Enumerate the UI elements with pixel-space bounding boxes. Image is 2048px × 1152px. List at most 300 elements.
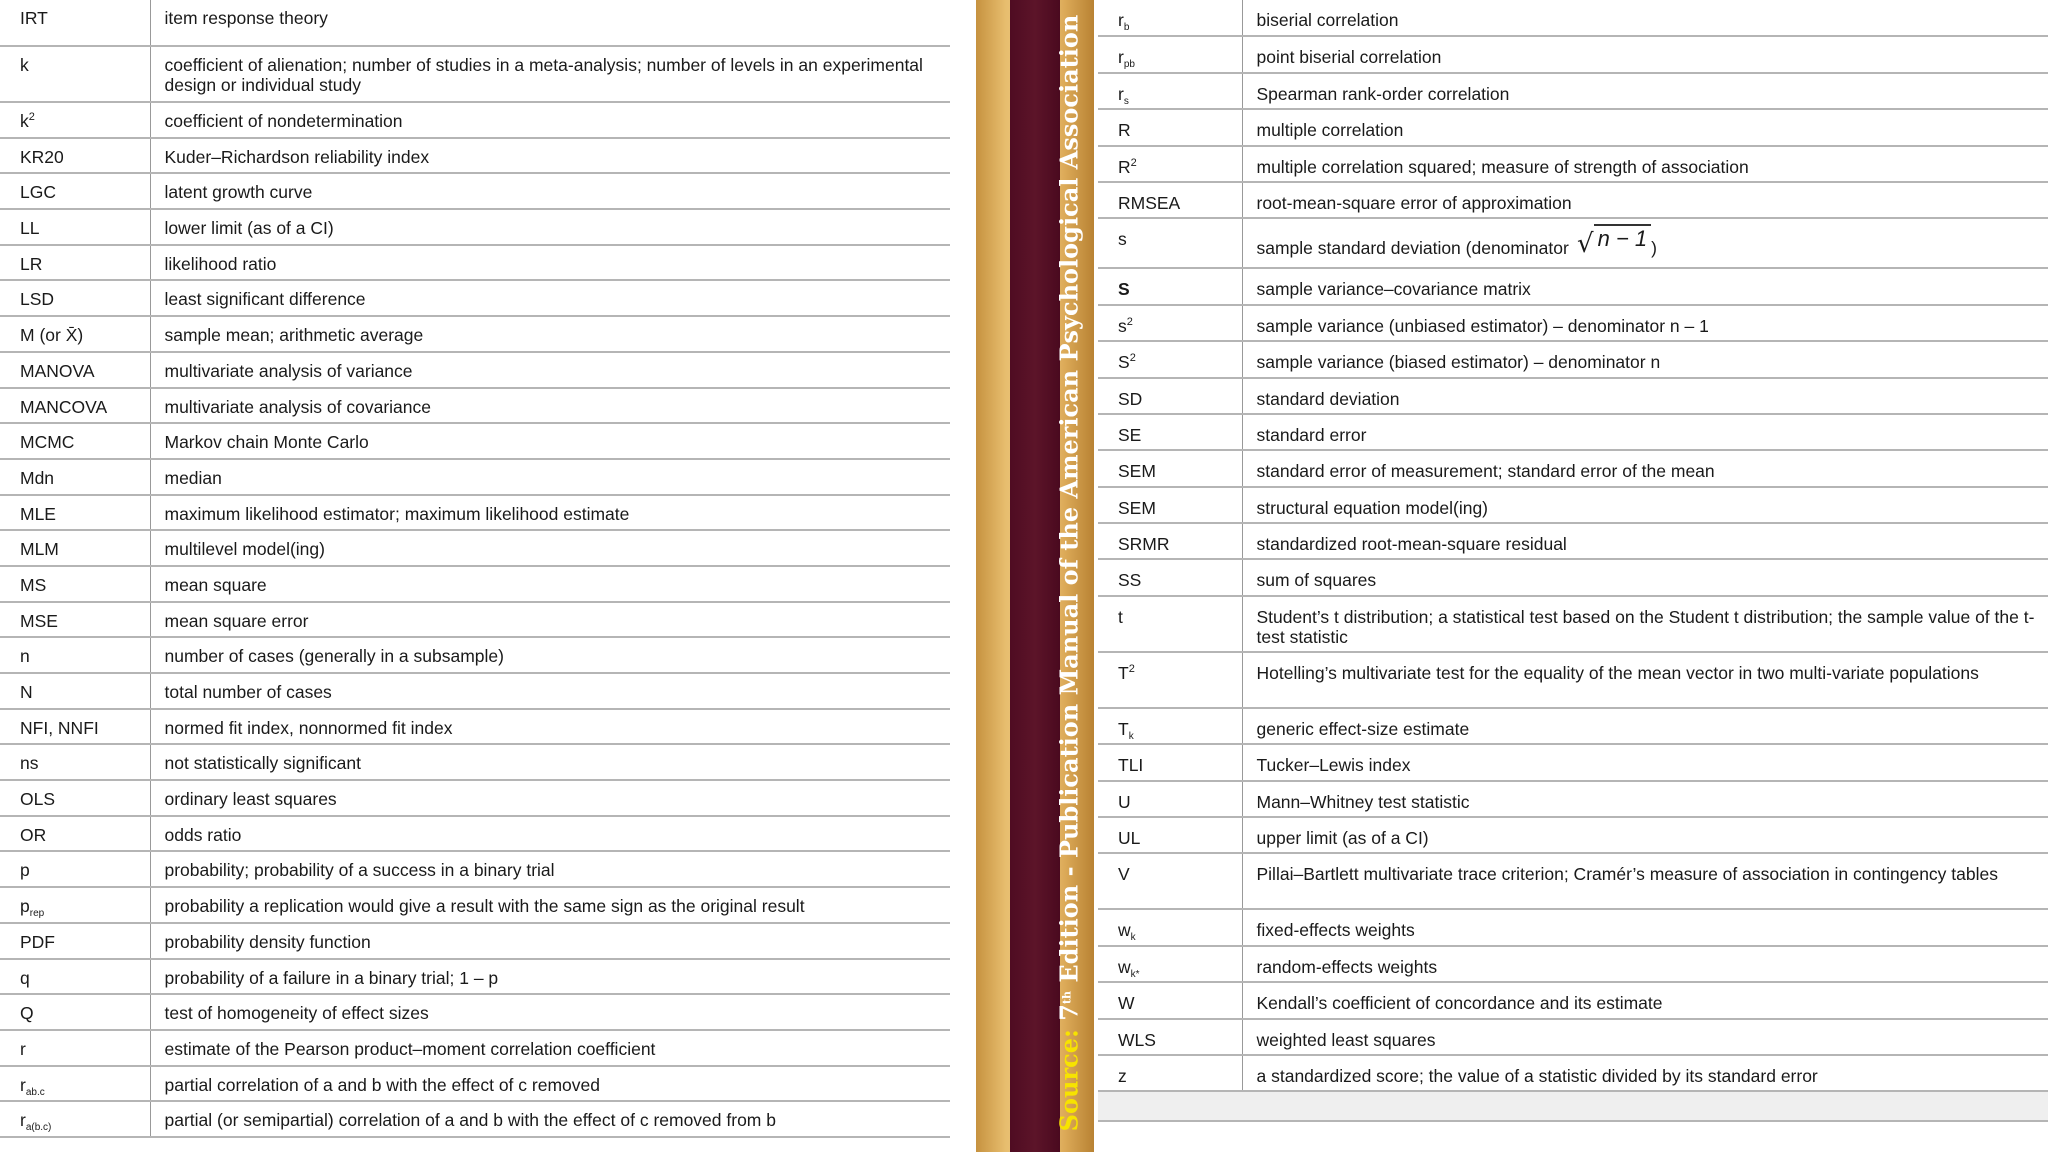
definition-text: probability of a failure in a binary trial; 1 – p — [164, 967, 499, 988]
abbreviation-symbol — [1098, 341, 1242, 377]
symbol-text: r — [1118, 10, 1124, 30]
symbol-text: SE — [1118, 424, 1142, 445]
definition-text: fixed-effects weights — [1256, 920, 1415, 941]
abbreviation-symbol — [0, 994, 150, 1030]
abbreviation-definition — [1242, 109, 2048, 145]
abbreviation-definition — [150, 209, 950, 245]
table-row — [1098, 36, 2048, 72]
abbreviation-symbol — [0, 959, 150, 995]
abbreviation-symbol — [1098, 109, 1242, 145]
definition-text: sample standard deviation (denominator — [1256, 238, 1569, 259]
symbol-text: M (or X̄) — [20, 325, 84, 346]
definition-text: sum of squares — [1256, 570, 1377, 591]
abbreviation-definition — [1242, 414, 2048, 450]
abbreviation-symbol — [1098, 218, 1242, 268]
abbreviation-definition — [150, 46, 950, 102]
abbreviation-symbol — [1098, 0, 1242, 36]
definition-text: root-mean-square error of approximation — [1256, 192, 1572, 213]
abbreviation-symbol — [0, 673, 150, 709]
symbol-text: MS — [20, 574, 47, 595]
abbreviation-symbol — [1098, 853, 1242, 909]
symbol-text: MCMC — [20, 432, 75, 453]
table-row — [1098, 73, 2048, 109]
abbreviation-definition — [150, 0, 950, 46]
definition-text: biserial correlation — [1256, 10, 1399, 30]
banner-edition-suffix: th — [1060, 990, 1074, 1005]
symbol-text: W — [1118, 993, 1135, 1014]
symbol-text: s — [1118, 229, 1127, 250]
abbreviation-definition — [150, 816, 950, 852]
abbreviation-definition — [150, 709, 950, 745]
abbreviation-symbol — [1098, 146, 1242, 182]
table-row — [1098, 708, 2048, 744]
symbol-text: r — [20, 1110, 26, 1131]
symbol-subscript: ab.c — [25, 1086, 45, 1098]
definition-text: Mann–Whitney test statistic — [1256, 791, 1470, 812]
table-row — [1098, 559, 2048, 595]
abbreviation-symbol — [0, 388, 150, 424]
abbreviation-definition — [150, 495, 950, 531]
abbreviation-definition — [150, 887, 950, 923]
left-abbreviation-table-panel — [0, 0, 950, 1152]
abbreviation-definition — [1242, 218, 2048, 268]
symbol-text: MSE — [20, 610, 58, 631]
abbreviation-definition — [1242, 909, 2048, 945]
abbreviation-symbol — [0, 566, 150, 602]
abbreviation-symbol — [1098, 305, 1242, 341]
symbol-superscript: 2 — [1130, 156, 1137, 169]
abbreviation-definition — [150, 1101, 950, 1137]
definition-text: odds ratio — [164, 824, 242, 845]
table-row — [1098, 268, 2048, 304]
definition-text: Pillai–Bartlett multivariate trace criterion; Cramér’s measure of association in contingency tables — [1256, 864, 1998, 885]
table-row — [1098, 109, 2048, 145]
abbreviation-symbol — [0, 459, 150, 495]
symbol-text: w — [1118, 956, 1131, 977]
abbreviation-symbol — [1098, 946, 1242, 982]
symbol-text: SD — [1118, 388, 1143, 409]
table-row — [0, 316, 950, 352]
abbreviation-definition — [1242, 1055, 2048, 1091]
symbol-text: r — [1118, 47, 1124, 68]
definition-text: lower limit (as of a CI) — [164, 218, 334, 239]
symbol-text: Mdn — [20, 467, 55, 488]
table-row — [0, 352, 950, 388]
definition-text: sample variance–covariance matrix — [1256, 279, 1531, 300]
symbol-text: r — [20, 1074, 26, 1095]
definition-text: multivariate analysis of covariance — [164, 396, 432, 417]
abbreviation-definition — [1242, 781, 2048, 817]
definition-text: generic effect-size estimate — [1256, 718, 1470, 739]
abbreviation-definition — [150, 780, 950, 816]
abbreviation-definition — [150, 280, 950, 316]
table-bottom-fill — [1098, 1092, 2048, 1122]
symbol-subscript: k — [1130, 932, 1136, 944]
table-row — [0, 423, 950, 459]
symbol-superscript: 2 — [1129, 352, 1136, 365]
abbreviation-definition — [150, 673, 950, 709]
abbreviation-definition — [150, 637, 950, 673]
abbreviation-definition — [1242, 559, 2048, 595]
abbreviation-definition — [1242, 0, 2048, 36]
abbreviation-symbol — [0, 709, 150, 745]
symbol-text: T — [1118, 718, 1129, 739]
abbreviation-symbol — [0, 602, 150, 638]
abbreviation-definition — [150, 1066, 950, 1102]
abbreviation-symbol — [0, 173, 150, 209]
symbol-text: SEM — [1118, 461, 1156, 482]
definition-text: mean square — [164, 574, 267, 595]
table-row — [0, 959, 950, 995]
table-row — [0, 495, 950, 531]
abbreviation-symbol — [1098, 1019, 1242, 1055]
definition-text: standard error of measurement; standard error of the mean — [1256, 461, 1715, 482]
abbreviation-symbol — [1098, 596, 1242, 652]
abbreviation-symbol — [0, 1030, 150, 1066]
abbreviation-symbol — [0, 245, 150, 281]
definition-text: standardized root-mean-square residual — [1256, 534, 1567, 555]
table-row — [1098, 1019, 2048, 1055]
table-row — [0, 388, 950, 424]
abbreviation-symbol — [0, 1101, 150, 1137]
symbol-subscript: rep — [29, 908, 45, 920]
definition-text: Spearman rank-order correlation — [1256, 83, 1510, 104]
banner-source-text — [1055, 3, 1084, 1143]
symbol-text: q — [20, 967, 30, 988]
symbol-text: WLS — [1118, 1029, 1156, 1050]
symbol-text: V — [1118, 864, 1130, 885]
symbol-subscript: s — [1123, 95, 1129, 107]
definition-text: number of cases (generally in a subsample) — [164, 646, 504, 667]
abbreviation-symbol — [0, 46, 150, 102]
abbreviation-symbol — [1098, 909, 1242, 945]
table-row — [1098, 0, 2048, 36]
symbol-text: R — [1118, 156, 1131, 177]
table-row — [0, 780, 950, 816]
definition-text: Tucker–Lewis index — [1256, 755, 1411, 776]
table-row — [0, 209, 950, 245]
abbreviation-symbol — [1098, 523, 1242, 559]
abbreviation-symbol — [0, 780, 150, 816]
symbol-text: s — [1118, 315, 1127, 336]
symbol-text: r — [20, 1038, 26, 1059]
abbreviation-symbol — [1098, 36, 1242, 72]
abbreviation-symbol — [0, 102, 150, 138]
definition-text: mean square error — [164, 610, 309, 631]
definition-text: probability density function — [164, 931, 371, 952]
abbreviation-definition — [1242, 946, 2048, 982]
abbreviation-definition — [1242, 817, 2048, 853]
abbreviation-symbol — [1098, 652, 1242, 708]
definition-text: test of homogeneity of effect sizes — [164, 1003, 429, 1024]
definition-text: multivariate analysis of variance — [164, 360, 413, 381]
table-row — [1098, 853, 2048, 909]
banner-edition-number: 7 — [1054, 1004, 1084, 1021]
definition-text: latent growth curve — [164, 182, 313, 203]
symbol-text: S — [1118, 352, 1130, 373]
definition-text: upper limit (as of a CI) — [1256, 828, 1429, 849]
abbreviation-definition — [150, 138, 950, 174]
abbreviation-definition — [1242, 708, 2048, 744]
table-row — [1098, 414, 2048, 450]
square-root-expression: n − 1 — [1594, 224, 1652, 251]
abbreviation-symbol — [1098, 414, 1242, 450]
symbol-text: R — [1118, 120, 1131, 141]
definition-text: point biserial correlation — [1256, 47, 1442, 68]
definition-text: ordinary least squares — [164, 789, 337, 810]
symbol-text: t — [1118, 606, 1123, 627]
definition-text: likelihood ratio — [164, 253, 277, 274]
definition-text: standard error — [1256, 424, 1367, 445]
abbreviation-definition — [150, 744, 950, 780]
definition-text: Student’s t distribution; a statistical test based on the Student t distribution; the sample value of the t-test statistic — [1256, 606, 2035, 647]
symbol-text: Q — [20, 1003, 34, 1024]
symbol-text: OLS — [20, 789, 56, 810]
table-row — [1098, 378, 2048, 414]
symbol-text: p — [20, 896, 30, 917]
abbreviation-symbol — [0, 1066, 150, 1102]
table-row — [1098, 182, 2048, 218]
abbreviation-definition — [1242, 1019, 2048, 1055]
definition-text: normed fit index, nonnormed fit index — [164, 717, 453, 738]
table-row — [0, 459, 950, 495]
definition-text: Hotelling’s multivariate test for the equality of the mean vector in two multi-variate populations — [1256, 662, 1979, 683]
definition-text: weighted least squares — [1256, 1029, 1436, 1050]
abbreviation-symbol — [0, 923, 150, 959]
abbreviation-definition — [1242, 652, 2048, 708]
abbreviation-symbol — [1098, 708, 1242, 744]
table-row — [1098, 652, 2048, 708]
table-row — [1098, 817, 2048, 853]
table-row — [1098, 744, 2048, 780]
abbreviation-definition — [1242, 853, 2048, 909]
table-row — [0, 994, 950, 1030]
symbol-subscript: a(b.c) — [25, 1122, 52, 1134]
abbreviation-definition — [150, 851, 950, 887]
abbreviation-symbol — [1098, 378, 1242, 414]
definition-text: multiple correlation squared; measure of strength of association — [1256, 156, 1749, 177]
abbreviation-definition — [150, 602, 950, 638]
abbreviation-symbol — [1098, 744, 1242, 780]
abbreviation-definition — [1242, 182, 2048, 218]
abbreviation-definition — [150, 388, 950, 424]
abbreviation-definition — [150, 173, 950, 209]
abbreviation-definition — [1242, 450, 2048, 486]
symbol-text: MLE — [20, 503, 56, 524]
abbreviation-definition — [150, 316, 950, 352]
symbol-text: ns — [20, 753, 39, 774]
table-row — [1098, 341, 2048, 377]
abbreviation-symbol — [0, 0, 150, 46]
abbreviation-definition — [1242, 73, 2048, 109]
symbol-text: w — [1118, 920, 1131, 941]
definition-text: probability; probability of a success in a binary trial — [164, 860, 555, 881]
symbol-text: OR — [20, 824, 47, 845]
definition-text: multilevel model(ing) — [164, 539, 325, 560]
symbol-text: RMSEA — [1118, 192, 1181, 213]
definition-text: a standardized score; the value of a statistic divided by its standard error — [1256, 1065, 1818, 1086]
definition-text: random-effects weights — [1256, 956, 1438, 977]
right-abbreviation-table-panel — [1098, 0, 2048, 1130]
definition-text: median — [164, 467, 222, 488]
abbreviation-definition — [1242, 596, 2048, 652]
abbreviation-symbol — [1098, 781, 1242, 817]
abbreviation-symbol — [1098, 1055, 1242, 1091]
table-row — [0, 1101, 950, 1137]
symbol-text: KR20 — [20, 146, 64, 167]
table-row — [1098, 218, 2048, 268]
abbreviation-symbol — [0, 280, 150, 316]
table-row — [1098, 596, 2048, 652]
table-row — [0, 1066, 950, 1102]
table-row — [1098, 909, 2048, 945]
abbreviation-symbol — [1098, 982, 1242, 1018]
abbreviation-definition — [1242, 982, 2048, 1018]
table-row — [1098, 781, 2048, 817]
banner-strip — [1010, 0, 1084, 1152]
definition-text: Kuder–Richardson reliability index — [164, 146, 430, 167]
symbol-text: LR — [20, 253, 43, 274]
abbreviation-symbol — [0, 530, 150, 566]
symbol-text: SEM — [1118, 497, 1156, 518]
abbreviation-definition — [1242, 146, 2048, 182]
abbreviation-symbol — [0, 637, 150, 673]
symbol-text: S — [1118, 279, 1130, 300]
symbol-subscript: k* — [1130, 968, 1140, 980]
symbol-text: U — [1118, 791, 1131, 812]
symbol-text: SRMR — [1118, 534, 1170, 555]
abbreviation-definition — [1242, 268, 2048, 304]
definition-text: standard deviation — [1256, 388, 1400, 409]
table-row — [0, 173, 950, 209]
table-row — [0, 602, 950, 638]
definition-text: partial (or semipartial) correlation of a and b with the effect of c removed from b — [164, 1110, 776, 1131]
table-row — [1098, 523, 2048, 559]
abbreviation-definition — [150, 959, 950, 995]
table-row — [0, 816, 950, 852]
symbol-text: k — [20, 55, 29, 75]
abbreviation-definition — [150, 566, 950, 602]
symbol-text: IRT — [20, 8, 48, 28]
table-row — [0, 1030, 950, 1066]
abbreviation-definition — [150, 994, 950, 1030]
abbreviation-symbol — [0, 495, 150, 531]
symbol-text: MANCOVA — [20, 396, 108, 417]
table-row — [0, 245, 950, 281]
definition-text: maximum likelihood estimator; maximum likelihood estimate — [164, 503, 630, 524]
abbreviation-definition — [150, 102, 950, 138]
table-row — [1098, 946, 2048, 982]
symbol-text: SS — [1118, 570, 1142, 591]
abbreviation-definition — [150, 1030, 950, 1066]
table-row — [0, 138, 950, 174]
abbreviation-definition — [1242, 744, 2048, 780]
abbreviation-definition — [1242, 523, 2048, 559]
table-row — [0, 637, 950, 673]
table-row — [1098, 450, 2048, 486]
abbreviation-definition — [150, 352, 950, 388]
abbreviation-symbol — [0, 138, 150, 174]
symbol-text: LL — [20, 218, 40, 239]
symbol-text: MLM — [20, 539, 59, 560]
definition-text: sample variance (unbiased estimator) – denominator n – 1 — [1256, 315, 1709, 336]
abbreviation-definition — [150, 423, 950, 459]
source-banner — [976, 0, 1094, 1152]
abbreviation-symbol — [0, 352, 150, 388]
symbol-superscript: 2 — [28, 111, 35, 123]
symbol-text: UL — [1118, 828, 1141, 849]
banner-source-label: Source: — [1054, 1029, 1084, 1132]
abbreviation-definition — [150, 923, 950, 959]
symbol-text: T — [1118, 662, 1129, 683]
definition-closing: ) — [1651, 238, 1657, 259]
definition-text: coefficient of alienation; number of studies in a meta-analysis; number of levels in an experimental design or individual study — [164, 55, 923, 95]
table-row — [0, 673, 950, 709]
abbreviation-symbol — [1098, 73, 1242, 109]
symbol-text: p — [20, 860, 30, 881]
symbol-text: MANOVA — [20, 360, 95, 381]
table-row — [0, 887, 950, 923]
symbol-text: z — [1118, 1065, 1127, 1086]
table-row — [0, 280, 950, 316]
table-row — [0, 102, 950, 138]
symbol-subscript: pb — [1123, 59, 1135, 71]
table-row — [0, 709, 950, 745]
definition-text: multiple correlation — [1256, 120, 1404, 141]
table-row — [0, 566, 950, 602]
definition-text: Kendall’s coefficient of concordance and its estimate — [1256, 993, 1663, 1014]
table-row — [0, 0, 950, 46]
abbreviation-definition — [1242, 305, 2048, 341]
definition-text: sample mean; arithmetic average — [164, 325, 424, 346]
left-abbreviation-table — [0, 0, 950, 1138]
definition-text: not statistically significant — [164, 753, 361, 774]
symbol-text: NFI, NNFI — [20, 717, 99, 738]
abbreviation-definition — [150, 245, 950, 281]
abbreviation-symbol — [0, 851, 150, 887]
definition-text: structural equation model(ing) — [1256, 497, 1489, 518]
symbol-text: k — [20, 111, 29, 131]
square-root-sign: √ — [1568, 229, 1594, 260]
definition-text: sample variance (biased estimator) – denominator n — [1256, 352, 1661, 373]
abbreviation-symbol — [0, 816, 150, 852]
abbreviation-symbol — [1098, 268, 1242, 304]
symbol-superscript: 2 — [1128, 662, 1135, 675]
table-row — [1098, 1055, 2048, 1091]
table-row — [1098, 487, 2048, 523]
abbreviation-symbol — [0, 744, 150, 780]
table-row — [1098, 982, 2048, 1018]
symbol-subscript: b — [1123, 22, 1130, 33]
definition-text: partial correlation of a and b with the effect of c removed — [164, 1074, 600, 1095]
abbreviation-definition — [150, 459, 950, 495]
symbol-text: PDF — [20, 931, 55, 952]
symbol-text: r — [1118, 83, 1124, 104]
definition-text: probability a replication would give a result with the same sign as the original result — [164, 896, 805, 917]
symbol-text: LSD — [20, 289, 55, 310]
banner-title: Edition - Publication Manual of the American Psychological Association — [1054, 14, 1084, 991]
table-row — [0, 46, 950, 102]
abbreviation-definition — [150, 530, 950, 566]
table-row — [1098, 305, 2048, 341]
symbol-text: n — [20, 646, 30, 667]
abbreviation-symbol — [1098, 817, 1242, 853]
abbreviation-definition — [1242, 36, 2048, 72]
table-row — [0, 851, 950, 887]
abbreviation-definition — [1242, 378, 2048, 414]
definition-text: total number of cases — [164, 682, 332, 702]
abbreviation-symbol — [0, 887, 150, 923]
